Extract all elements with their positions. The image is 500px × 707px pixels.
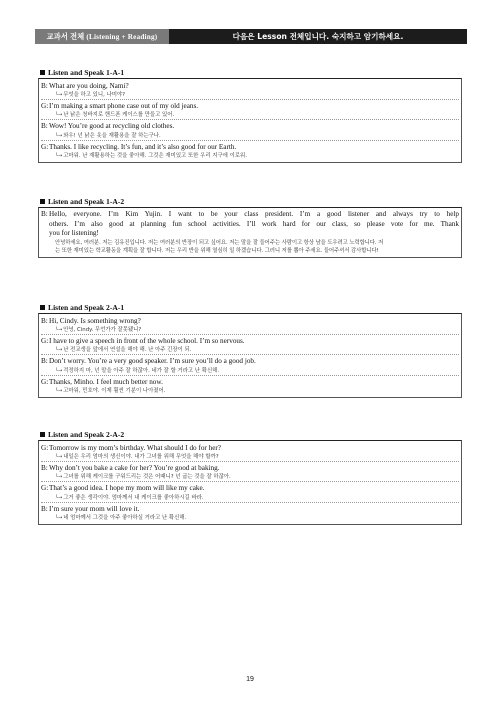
speaker-label: B: xyxy=(41,317,48,325)
square-bullet-icon xyxy=(40,305,45,310)
dialogue-entry xyxy=(41,334,459,354)
dialogue-box xyxy=(38,313,462,398)
speaker-label: B: xyxy=(41,210,48,218)
dialogue-entry xyxy=(41,461,459,481)
header-instruction: 다음은 Lesson 전체입니다. 숙지하고 암기하세요. xyxy=(169,29,467,44)
korean-translation: └→ 안녕, Cindy. 무언가가 잘못됐니? xyxy=(41,326,459,334)
english-line: Tomorrow is my mom’s birthday. What should I do for her? xyxy=(49,444,221,452)
dialogue-entry xyxy=(41,315,459,334)
speaker-label: B: xyxy=(41,464,48,473)
korean-translation: └→ 고마워, 민호야. 이제 훨씬 기분이 나아졌어. xyxy=(41,387,459,395)
korean-translation: └→ 고마워. 난 재활용하는 것을 좋아해. 그것은 재미있고 또한 우리 지구에 이로워. xyxy=(41,152,459,160)
section-listen-speak-1a1 xyxy=(38,67,462,163)
english-line: Don’t worry. You’re a very good speaker. I’m sure you’ll do a good job. xyxy=(49,357,256,366)
english-line: I’m sure your mom will love it. xyxy=(49,504,140,513)
dialogue-entry xyxy=(41,375,459,395)
english-line: I have to give a speech in front of the whole school. I’m so nervous. xyxy=(49,337,245,346)
speaker-label: B: xyxy=(41,504,48,513)
dialogue-box xyxy=(38,440,462,525)
section-title: Listen and Speak 1-A-2 xyxy=(40,196,462,207)
speaker-label: B: xyxy=(41,357,48,366)
dialogue-entry xyxy=(41,80,459,99)
korean-translation: └→ 그녀를 위해 케이크를 구워드리는 것은 어때니? 넌 굽는 것을 잘 하잖아. xyxy=(41,473,459,481)
section-listen-speak-1a2 xyxy=(38,196,462,258)
english-line: Thanks, Minho. I feel much better now. xyxy=(49,377,163,386)
dialogue-box xyxy=(38,207,462,258)
dialogue-entry xyxy=(41,442,459,461)
korean-translation: 는 또한 재미있는 학교활동을 계획을 잘 합니다. 저는 우리 반을 위해 열심히 일 하겠습니다. 그러니 저를 뽑아 주세요. 들어주셔서 감사합니다! xyxy=(55,247,379,254)
dialogue-box xyxy=(38,78,462,163)
section-title: Listen and Speak 1-A-1 xyxy=(40,67,462,78)
dialogue-entry xyxy=(41,119,459,139)
dialogue-entry xyxy=(41,354,459,374)
square-bullet-icon xyxy=(40,199,45,204)
english-line: Why don’t you bake a cake for her? You’re good at baking. xyxy=(49,464,220,473)
korean-translation: └→ 네 엄마께서 그것을 아주 좋아하실 거라고 난 확신해. xyxy=(41,514,459,522)
dialogue-entry xyxy=(41,481,459,501)
english-line: That’s a good idea. I hope my mom will like my cake. xyxy=(49,484,205,493)
section-title: Listen and Speak 2-A-2 xyxy=(40,429,462,440)
speaker-label: B: xyxy=(41,122,48,131)
korean-translation: 안녕하세요, 여러분. 저는 김유진입니다. 저는 여러분의 반장이 되고 싶어요. 저는 말을 잘 들어주는 사람이고 항상 남을 도우려고 노력합니다. 저 xyxy=(55,239,384,246)
page-number: 19 xyxy=(246,676,254,683)
section-title: Listen and Speak 2-A-1 xyxy=(40,302,462,313)
page-header xyxy=(35,29,467,44)
english-line: Thanks. I like recycling. It’s fun, and it’s also good for our Earth. xyxy=(49,142,237,151)
dialogue-entry xyxy=(41,99,459,119)
header-label-textbook: 교과서 전체 (Listening + Reading) xyxy=(35,29,169,44)
english-line: Hello, everyone. I’m Kim Yujin. I want to be your class president. I’m a good listener and always try to help xyxy=(49,210,459,218)
speaker-label: G: xyxy=(41,337,49,346)
english-line: What are you doing, Nami? xyxy=(49,82,129,90)
english-line: Wow! You’re good at recycling old clothes. xyxy=(49,122,175,131)
english-line: I’m making a smart phone case out of my old jeans. xyxy=(49,102,199,111)
speaker-label: G: xyxy=(41,444,49,452)
dialogue-entry xyxy=(41,502,459,522)
speaker-label: G: xyxy=(41,142,49,151)
english-line: others. I’m also good at planning fun school activities. I’ll work hard for our class, so please vote for me. Thank xyxy=(49,219,459,228)
square-bullet-icon xyxy=(40,432,45,437)
korean-translation: └→ 걱정하지 마, 넌 말을 아주 잘 하잖아. 네가 잘 할 거라고 난 확신해. xyxy=(41,367,459,375)
korean-translation: └→ 난 낡은 청바지로 핸드폰 케이스를 만들고 있어. xyxy=(41,111,459,119)
dialogue-entry xyxy=(41,209,459,255)
speaker-label: B: xyxy=(41,82,48,90)
korean-translation: └→ 그거 좋은 생각이야. 엄마께서 내 케이크를 좋아하시길 바라. xyxy=(41,494,459,502)
korean-translation: └→ 무엇을 하고 있니, 나미야? xyxy=(41,91,459,99)
english-line: Hi, Cindy. Is something wrong? xyxy=(49,317,141,325)
speaker-label: G: xyxy=(41,102,49,111)
section-listen-speak-2a1 xyxy=(38,302,462,398)
korean-translation: └→ 내일은 우리 엄마의 생신이야. 내가 그녀를 위해 무엇을 해야 할까? xyxy=(41,453,459,461)
section-listen-speak-2a2 xyxy=(38,429,462,525)
speaker-label: G: xyxy=(41,484,49,493)
speaker-label: G: xyxy=(41,377,49,386)
korean-translation: └→ 난 전교생을 앞에서 연설을 해야 해. 난 아주 긴장이 되. xyxy=(41,346,459,354)
square-bullet-icon xyxy=(40,70,45,75)
korean-translation: └→ 와우! 넌 낡은 옷을 재활용을 잘 하는구나. xyxy=(41,132,459,140)
dialogue-entry xyxy=(41,140,459,160)
english-line: you for listening! xyxy=(49,229,99,238)
